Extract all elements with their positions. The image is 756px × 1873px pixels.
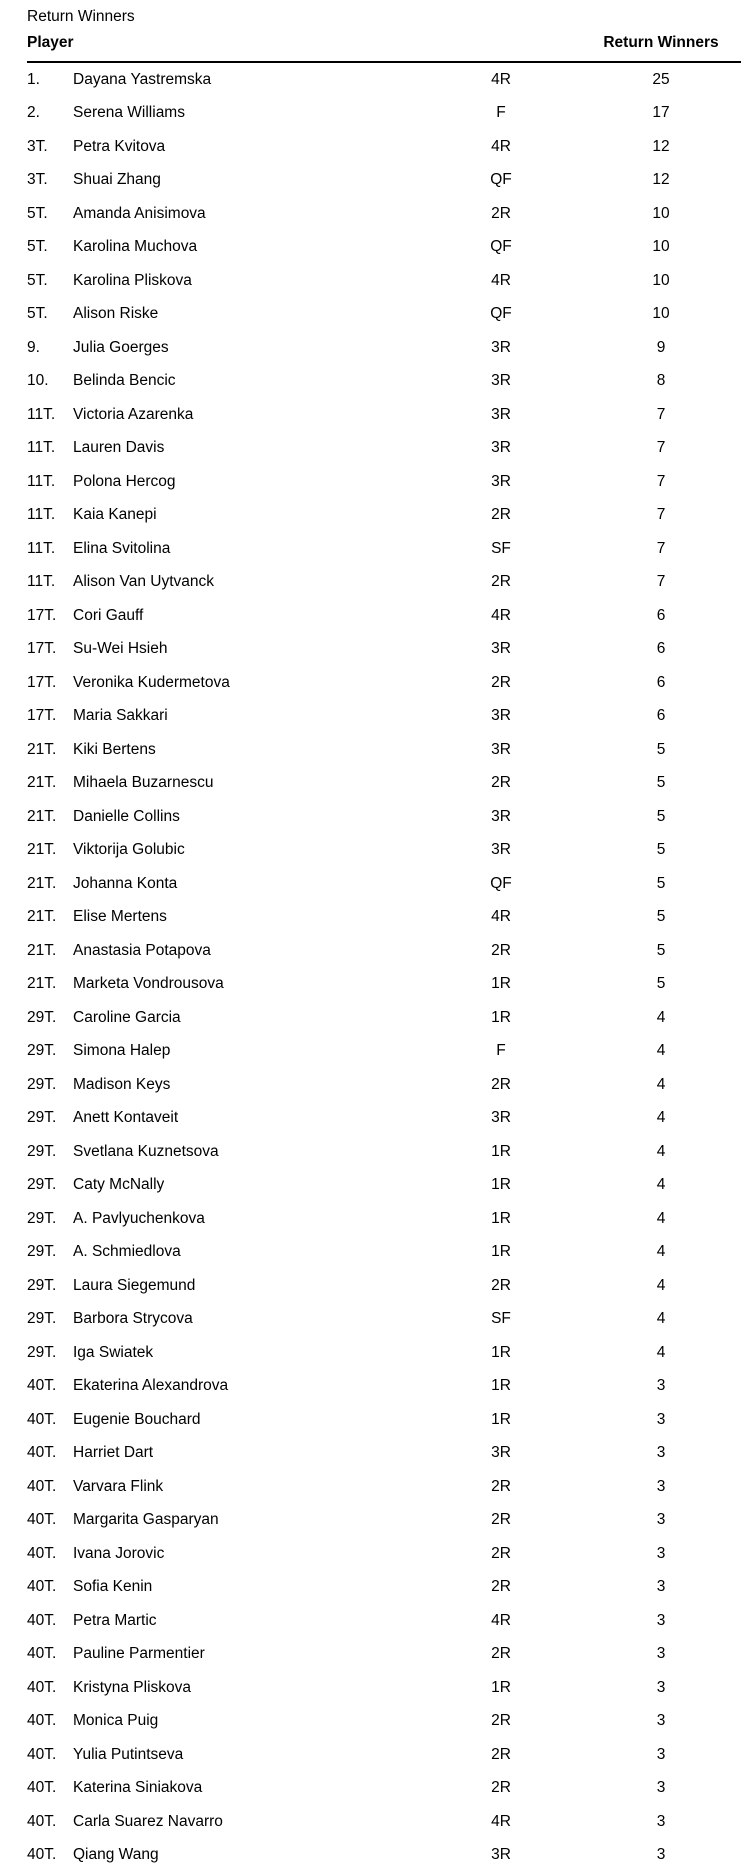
round-cell: QF xyxy=(490,171,512,189)
table-row xyxy=(27,566,741,600)
round-cell: 2R xyxy=(491,673,511,691)
rank-cell: 11T. xyxy=(27,405,56,423)
table-header-row xyxy=(27,33,741,63)
player-cell: Ivana Jorovic xyxy=(73,1544,165,1562)
table-row xyxy=(27,1671,741,1705)
player-cell: Petra Kvitova xyxy=(73,137,166,155)
value-cell: 7 xyxy=(656,539,666,557)
round-cell: 3R xyxy=(491,1109,511,1127)
table-row xyxy=(27,1169,741,1203)
value-cell: 3 xyxy=(656,1678,666,1696)
table-row xyxy=(27,499,741,533)
rank-cell: 40T. xyxy=(27,1779,57,1797)
table-row xyxy=(27,197,741,231)
rank-cell: 11T. xyxy=(27,439,56,457)
value-cell: 3 xyxy=(656,1712,666,1730)
rank-cell: 29T. xyxy=(27,1142,57,1160)
round-cell: 3R xyxy=(491,338,511,356)
player-cell: Cori Gauff xyxy=(73,606,144,624)
value-cell: 7 xyxy=(656,573,666,591)
table-row xyxy=(27,599,741,633)
table-row xyxy=(27,1269,741,1303)
value-cell: 5 xyxy=(656,908,666,926)
table-row xyxy=(27,264,741,298)
round-cell: 3R xyxy=(491,472,511,490)
round-cell: 2R xyxy=(491,941,511,959)
value-cell: 5 xyxy=(656,740,666,758)
rank-cell: 40T. xyxy=(27,1678,57,1696)
rank-cell: 3T. xyxy=(27,137,48,155)
value-cell: 4 xyxy=(656,1343,666,1361)
round-cell: 3R xyxy=(491,740,511,758)
value-cell: 12 xyxy=(652,137,670,155)
value-cell: 3 xyxy=(656,1544,666,1562)
rank-cell: 40T. xyxy=(27,1377,57,1395)
rank-cell: 21T. xyxy=(27,807,57,825)
round-cell: 1R xyxy=(491,1243,511,1261)
round-cell: 3R xyxy=(491,1444,511,1462)
round-cell: 1R xyxy=(491,1209,511,1227)
rank-cell: 17T. xyxy=(27,606,57,624)
player-cell: Carla Suarez Navarro xyxy=(73,1812,223,1830)
player-cell: Shuai Zhang xyxy=(73,171,161,189)
round-cell: 3R xyxy=(491,1846,511,1864)
player-cell: Yulia Putintseva xyxy=(73,1745,184,1763)
player-cell: A. Schmiedlova xyxy=(73,1243,181,1261)
rank-cell: 29T. xyxy=(27,1243,57,1261)
player-cell: Julia Goerges xyxy=(73,338,169,356)
table-row xyxy=(27,767,741,801)
table-row xyxy=(27,1202,741,1236)
table-row xyxy=(27,1102,741,1136)
table-row xyxy=(27,130,741,164)
table-row xyxy=(27,1370,741,1404)
round-cell: 1R xyxy=(491,1377,511,1395)
player-cell: Danielle Collins xyxy=(73,807,180,825)
rank-cell: 29T. xyxy=(27,1109,57,1127)
player-cell: Monica Puig xyxy=(73,1712,159,1730)
round-cell: 3R xyxy=(491,807,511,825)
player-cell: Kiki Bertens xyxy=(73,740,156,758)
round-cell: SF xyxy=(491,539,511,557)
rank-cell: 40T. xyxy=(27,1578,57,1596)
rank-cell: 29T. xyxy=(27,1075,57,1093)
table-row xyxy=(27,1135,741,1169)
table-row xyxy=(27,1772,741,1806)
table-row xyxy=(27,1738,741,1772)
value-cell: 5 xyxy=(656,841,666,859)
table-row xyxy=(27,800,741,834)
value-cell: 7 xyxy=(656,439,666,457)
table-body xyxy=(27,63,741,1872)
round-cell: 3R xyxy=(491,841,511,859)
round-cell: 2R xyxy=(491,1075,511,1093)
value-cell: 9 xyxy=(656,338,666,356)
player-cell: Veronika Kudermetova xyxy=(73,673,230,691)
round-cell: 4R xyxy=(491,908,511,926)
round-cell: 4R xyxy=(491,70,511,88)
player-cell: Harriet Dart xyxy=(73,1444,154,1462)
table-row xyxy=(27,1303,741,1337)
rank-cell: 40T. xyxy=(27,1645,57,1663)
round-cell: 2R xyxy=(491,774,511,792)
value-cell: 6 xyxy=(656,707,666,725)
rank-cell: 17T. xyxy=(27,640,57,658)
value-cell: 3 xyxy=(656,1444,666,1462)
rank-cell: 11T. xyxy=(27,573,56,591)
table-row xyxy=(27,164,741,198)
rank-cell: 40T. xyxy=(27,1444,57,1462)
round-cell: 2R xyxy=(491,1511,511,1529)
table-row xyxy=(27,633,741,667)
value-cell: 5 xyxy=(656,975,666,993)
rank-cell: 21T. xyxy=(27,874,57,892)
player-cell: Su-Wei Hsieh xyxy=(73,640,168,658)
player-cell: Anett Kontaveit xyxy=(73,1109,179,1127)
value-cell: 4 xyxy=(656,1243,666,1261)
rank-cell: 21T. xyxy=(27,740,57,758)
value-cell: 3 xyxy=(656,1611,666,1629)
table-row xyxy=(27,934,741,968)
value-cell: 3 xyxy=(656,1377,666,1395)
rank-cell: 40T. xyxy=(27,1611,57,1629)
round-cell: F xyxy=(496,1042,506,1060)
round-cell: 4R xyxy=(491,1611,511,1629)
table-row xyxy=(27,532,741,566)
value-cell: 3 xyxy=(656,1511,666,1529)
round-cell: QF xyxy=(490,238,512,256)
round-cell: QF xyxy=(490,874,512,892)
player-cell: Johanna Konta xyxy=(73,874,178,892)
value-cell: 4 xyxy=(656,1042,666,1060)
round-cell: 2R xyxy=(491,506,511,524)
table-row xyxy=(27,398,741,432)
player-cell: Alison Riske xyxy=(73,305,159,323)
table-row xyxy=(27,1604,741,1638)
player-cell: Iga Swiatek xyxy=(73,1343,154,1361)
round-cell: 1R xyxy=(491,975,511,993)
table-row xyxy=(27,1403,741,1437)
value-cell: 4 xyxy=(656,1310,666,1328)
table-row xyxy=(27,1470,741,1504)
player-cell: Varvara Flink xyxy=(73,1477,164,1495)
column-header-return-winners: Return Winners xyxy=(603,34,719,51)
round-cell: 1R xyxy=(491,1678,511,1696)
player-cell: Sofia Kenin xyxy=(73,1578,153,1596)
rank-cell: 40T. xyxy=(27,1477,57,1495)
rank-cell: 29T. xyxy=(27,1008,57,1026)
table-row xyxy=(27,733,741,767)
rank-cell: 11T. xyxy=(27,506,56,524)
round-cell: 2R xyxy=(491,1477,511,1495)
table-row xyxy=(27,901,741,935)
player-cell: Kaia Kanepi xyxy=(73,506,157,524)
table-row xyxy=(27,1805,741,1839)
value-cell: 3 xyxy=(656,1578,666,1596)
rank-cell: 21T. xyxy=(27,774,57,792)
rank-cell: 29T. xyxy=(27,1042,57,1060)
rank-cell: 21T. xyxy=(27,975,57,993)
rank-cell: 21T. xyxy=(27,841,57,859)
value-cell: 7 xyxy=(656,472,666,490)
round-cell: 2R xyxy=(491,1745,511,1763)
value-cell: 3 xyxy=(656,1477,666,1495)
rank-cell: 29T. xyxy=(27,1310,57,1328)
table-row xyxy=(27,1336,741,1370)
table-row xyxy=(27,834,741,868)
round-cell: 3R xyxy=(491,439,511,457)
rank-cell: 5T. xyxy=(27,271,48,289)
player-cell: Polona Hercog xyxy=(73,472,176,490)
table-row xyxy=(27,231,741,265)
player-cell: Barbora Strycova xyxy=(73,1310,193,1328)
player-cell: A. Pavlyuchenkova xyxy=(73,1209,205,1227)
value-cell: 4 xyxy=(656,1075,666,1093)
round-cell: 3R xyxy=(491,640,511,658)
value-cell: 4 xyxy=(656,1008,666,1026)
value-cell: 4 xyxy=(656,1109,666,1127)
value-cell: 5 xyxy=(656,807,666,825)
table-row xyxy=(27,968,741,1002)
player-cell: Victoria Azarenka xyxy=(73,405,194,423)
player-cell: Lauren Davis xyxy=(73,439,165,457)
table-row xyxy=(27,298,741,332)
round-cell: 2R xyxy=(491,1544,511,1562)
rank-cell: 5T. xyxy=(27,238,48,256)
rank-cell: 17T. xyxy=(27,673,57,691)
value-cell: 4 xyxy=(656,1142,666,1160)
value-cell: 4 xyxy=(656,1276,666,1294)
table-row xyxy=(27,331,741,365)
value-cell: 4 xyxy=(656,1209,666,1227)
value-cell: 10 xyxy=(652,305,670,323)
value-cell: 3 xyxy=(656,1846,666,1864)
rank-cell: 11T. xyxy=(27,539,56,557)
player-cell: Ekaterina Alexandrova xyxy=(73,1377,229,1395)
value-cell: 6 xyxy=(656,640,666,658)
table-row xyxy=(27,666,741,700)
table-row xyxy=(27,1504,741,1538)
player-cell: Karolina Pliskova xyxy=(73,271,192,289)
rank-cell: 9. xyxy=(27,338,40,356)
player-cell: Svetlana Kuznetsova xyxy=(73,1142,219,1160)
column-header-player: Player xyxy=(27,34,74,51)
rank-cell: 40T. xyxy=(27,1846,57,1864)
value-cell: 5 xyxy=(656,874,666,892)
table-row xyxy=(27,97,741,131)
table-row xyxy=(27,700,741,734)
value-cell: 3 xyxy=(656,1410,666,1428)
round-cell: 1R xyxy=(491,1008,511,1026)
table-row xyxy=(27,1236,741,1270)
rank-cell: 1. xyxy=(27,70,40,88)
player-cell: Alison Van Uytvanck xyxy=(73,573,214,591)
rank-cell: 17T. xyxy=(27,707,57,725)
rank-cell: 29T. xyxy=(27,1276,57,1294)
player-cell: Qiang Wang xyxy=(73,1846,159,1864)
table-row xyxy=(27,1001,741,1035)
player-cell: Caty McNally xyxy=(73,1176,165,1194)
player-cell: Caroline Garcia xyxy=(73,1008,181,1026)
value-cell: 10 xyxy=(652,271,670,289)
round-cell: 2R xyxy=(491,1779,511,1797)
rank-cell: 40T. xyxy=(27,1712,57,1730)
player-cell: Anastasia Potapova xyxy=(73,941,211,959)
rank-cell: 5T. xyxy=(27,305,48,323)
player-cell: Maria Sakkari xyxy=(73,707,168,725)
round-cell: F xyxy=(496,104,506,122)
rank-cell: 11T. xyxy=(27,472,56,490)
rank-cell: 29T. xyxy=(27,1343,57,1361)
value-cell: 6 xyxy=(656,606,666,624)
rank-cell: 40T. xyxy=(27,1511,57,1529)
round-cell: QF xyxy=(490,305,512,323)
rank-cell: 29T. xyxy=(27,1176,57,1194)
rank-cell: 29T. xyxy=(27,1209,57,1227)
round-cell: 1R xyxy=(491,1176,511,1194)
player-cell: Katerina Siniakova xyxy=(73,1779,203,1797)
table-row xyxy=(27,1068,741,1102)
round-cell: 4R xyxy=(491,606,511,624)
player-cell: Karolina Muchova xyxy=(73,238,198,256)
value-cell: 12 xyxy=(652,171,670,189)
value-cell: 4 xyxy=(656,1176,666,1194)
player-cell: Margarita Gasparyan xyxy=(73,1511,219,1529)
table-row xyxy=(27,1839,741,1873)
round-cell: 4R xyxy=(491,1812,511,1830)
table-row xyxy=(27,867,741,901)
round-cell: 2R xyxy=(491,1712,511,1730)
player-cell: Serena Williams xyxy=(73,104,185,122)
round-cell: 3R xyxy=(491,405,511,423)
round-cell: 2R xyxy=(491,1645,511,1663)
rank-cell: 21T. xyxy=(27,908,57,926)
rank-cell: 3T. xyxy=(27,171,48,189)
table-row xyxy=(27,1537,741,1571)
player-cell: Elise Mertens xyxy=(73,908,167,926)
round-cell: SF xyxy=(491,1310,511,1328)
player-cell: Mihaela Buzarnescu xyxy=(73,774,214,792)
value-cell: 5 xyxy=(656,774,666,792)
player-cell: Pauline Parmentier xyxy=(73,1645,205,1663)
table-row xyxy=(27,1437,741,1471)
value-cell: 8 xyxy=(656,372,666,390)
value-cell: 7 xyxy=(656,506,666,524)
value-cell: 3 xyxy=(656,1745,666,1763)
player-cell: Laura Siegemund xyxy=(73,1276,196,1294)
rank-cell: 21T. xyxy=(27,941,57,959)
player-cell: Petra Martic xyxy=(73,1611,157,1629)
player-cell: Viktorija Golubic xyxy=(73,841,185,859)
round-cell: 4R xyxy=(491,137,511,155)
player-cell: Belinda Bencic xyxy=(73,372,176,390)
player-cell: Marketa Vondrousova xyxy=(73,975,224,993)
round-cell: 3R xyxy=(491,707,511,725)
round-cell: 3R xyxy=(491,372,511,390)
table-row xyxy=(27,465,741,499)
round-cell: 2R xyxy=(491,573,511,591)
player-cell: Simona Halep xyxy=(73,1042,171,1060)
round-cell: 1R xyxy=(491,1410,511,1428)
rank-cell: 2. xyxy=(27,104,40,122)
value-cell: 5 xyxy=(656,941,666,959)
table-row xyxy=(27,1705,741,1739)
value-cell: 3 xyxy=(656,1645,666,1663)
round-cell: 2R xyxy=(491,1578,511,1596)
table-row xyxy=(27,365,741,399)
round-cell: 2R xyxy=(491,1276,511,1294)
value-cell: 10 xyxy=(652,204,670,222)
rank-cell: 40T. xyxy=(27,1745,57,1763)
rank-cell: 40T. xyxy=(27,1544,57,1562)
table-row xyxy=(27,432,741,466)
value-cell: 3 xyxy=(656,1779,666,1797)
player-cell: Dayana Yastremska xyxy=(73,70,212,88)
round-cell: 1R xyxy=(491,1343,511,1361)
player-cell: Eugenie Bouchard xyxy=(73,1410,201,1428)
table-row xyxy=(27,1571,741,1605)
value-cell: 10 xyxy=(652,238,670,256)
player-cell: Amanda Anisimova xyxy=(73,204,206,222)
rank-cell: 40T. xyxy=(27,1812,57,1830)
table-row xyxy=(27,63,741,97)
page-title: Return Winners xyxy=(27,8,135,25)
value-cell: 25 xyxy=(652,70,670,88)
rank-cell: 40T. xyxy=(27,1410,57,1428)
table-row xyxy=(27,1035,741,1069)
value-cell: 17 xyxy=(652,104,670,122)
player-cell: Madison Keys xyxy=(73,1075,171,1093)
rank-cell: 10. xyxy=(27,372,49,390)
table-row xyxy=(27,1638,741,1672)
value-cell: 3 xyxy=(656,1812,666,1830)
value-cell: 7 xyxy=(656,405,666,423)
round-cell: 1R xyxy=(491,1142,511,1160)
player-cell: Elina Svitolina xyxy=(73,539,171,557)
round-cell: 2R xyxy=(491,204,511,222)
rank-cell: 5T. xyxy=(27,204,48,222)
player-cell: Kristyna Pliskova xyxy=(73,1678,192,1696)
round-cell: 4R xyxy=(491,271,511,289)
value-cell: 6 xyxy=(656,673,666,691)
return-winners-table xyxy=(27,33,741,1872)
